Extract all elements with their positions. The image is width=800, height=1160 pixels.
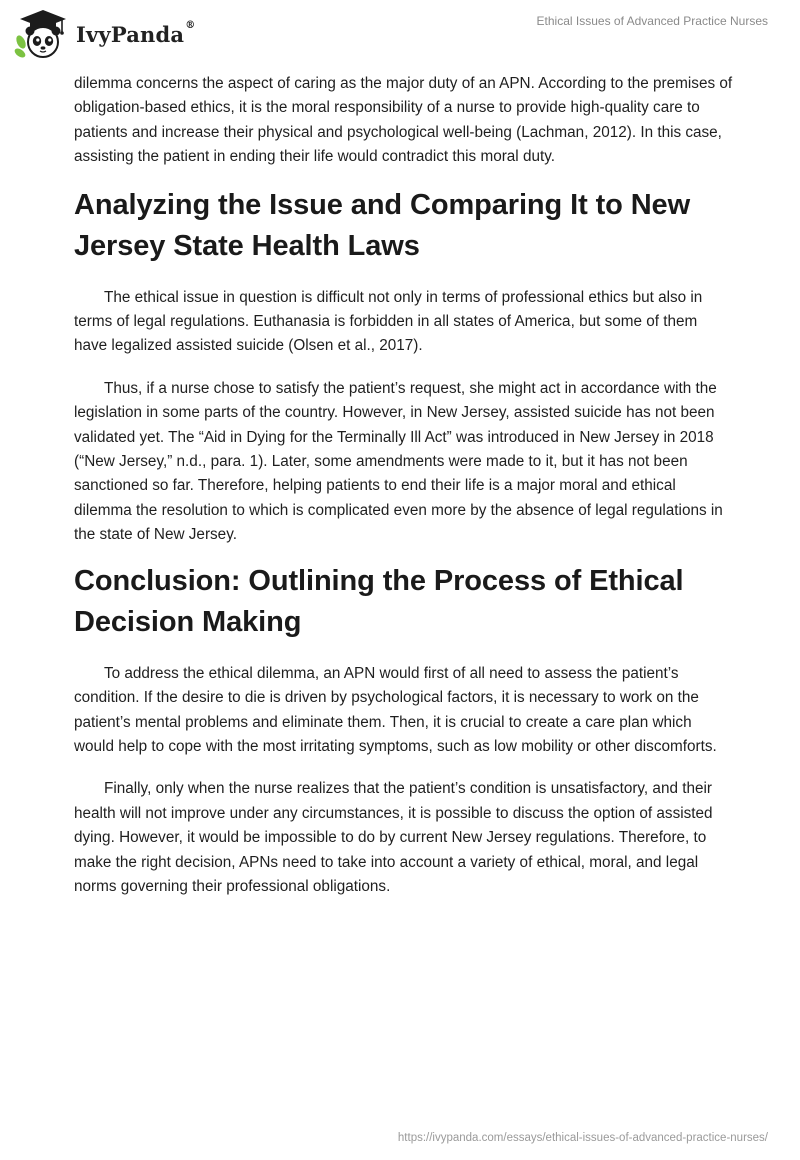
paragraph: To address the ethical dilemma, an APN would first of all need to assess the patient’s condition. If the desire to die is driven by psychological factors, it is necessary to work on the patient’s mental problems and eliminate them. Then, it is crucial to create a care plan which would help to cope with the most irritating symptoms, such as low mobility or other discomforts.: [74, 664, 717, 755]
panda-graduate-icon: [14, 8, 72, 60]
brand-label: IvyPanda: [76, 21, 185, 47]
paragraph: Thus, if a nurse chose to satisfy the patient’s request, she might act in accordance with the legislation in some parts of the country. However, in New Jersey, assisted suicide has not been validated yet. The “Aid in Dying for the Terminally Ill Act” was introduced in New Jersey in 2018 (“New Jersey,” n.d., para. 1). Later, some amendments were made to it, but it has not been sanctioned so far. Therefore, helping patients to end their life is a major moral and ethical dilemma the resolution to which is complicated even more by the absence of legal regulations in the state of New Jersey.: [74, 379, 723, 544]
document-title: Ethical Issues of Advanced Practice Nurses: [536, 14, 768, 28]
paragraph: Finally, only when the nurse realizes that the patient’s condition is unsatisfactory, and their health will not improve under any circumstances, it is possible to discuss the option of assisted dying. However, it would be impossible to do by current New Jersey regulations. Therefore, to make the right decision, APNs need to take into account a variety of ethical, moral, and legal norms governing their professional obligations.: [74, 780, 713, 895]
essay-body: [74, 72, 734, 899]
page-header: [0, 0, 800, 70]
section-heading-conclusion: Conclusion: Outlining the Process of Ethical Decision Making: [74, 564, 684, 638]
intro-paragraph: dilemma concerns the aspect of caring as the major duty of an APN. According to the premises of obligation-based ethics, it is the moral responsibility of a nurse to provide high-quality care to patients and increase their physical and psychological well-being (Lachman, 2012). In this case, assisting the patient in ending their life would contradict this moral duty.: [74, 75, 733, 166]
source-url[interactable]: https://ivypanda.com/essays/ethical-issues-of-advanced-practice-nurses/: [397, 1132, 768, 1144]
section-heading-analysis: Analyzing the Issue and Comparing It to New Jersey State Health Laws: [74, 188, 691, 262]
brand-name: [76, 19, 196, 47]
ivypanda-logo[interactable]: [14, 8, 195, 60]
paragraph: The ethical issue in question is difficult not only in terms of professional ethics but also in terms of legal regulations. Euthanasia is forbidden in all states of America, but some of them have legalized assisted suicide (Olsen et al., 2017).: [74, 288, 703, 355]
registered-mark: ®: [185, 19, 196, 31]
